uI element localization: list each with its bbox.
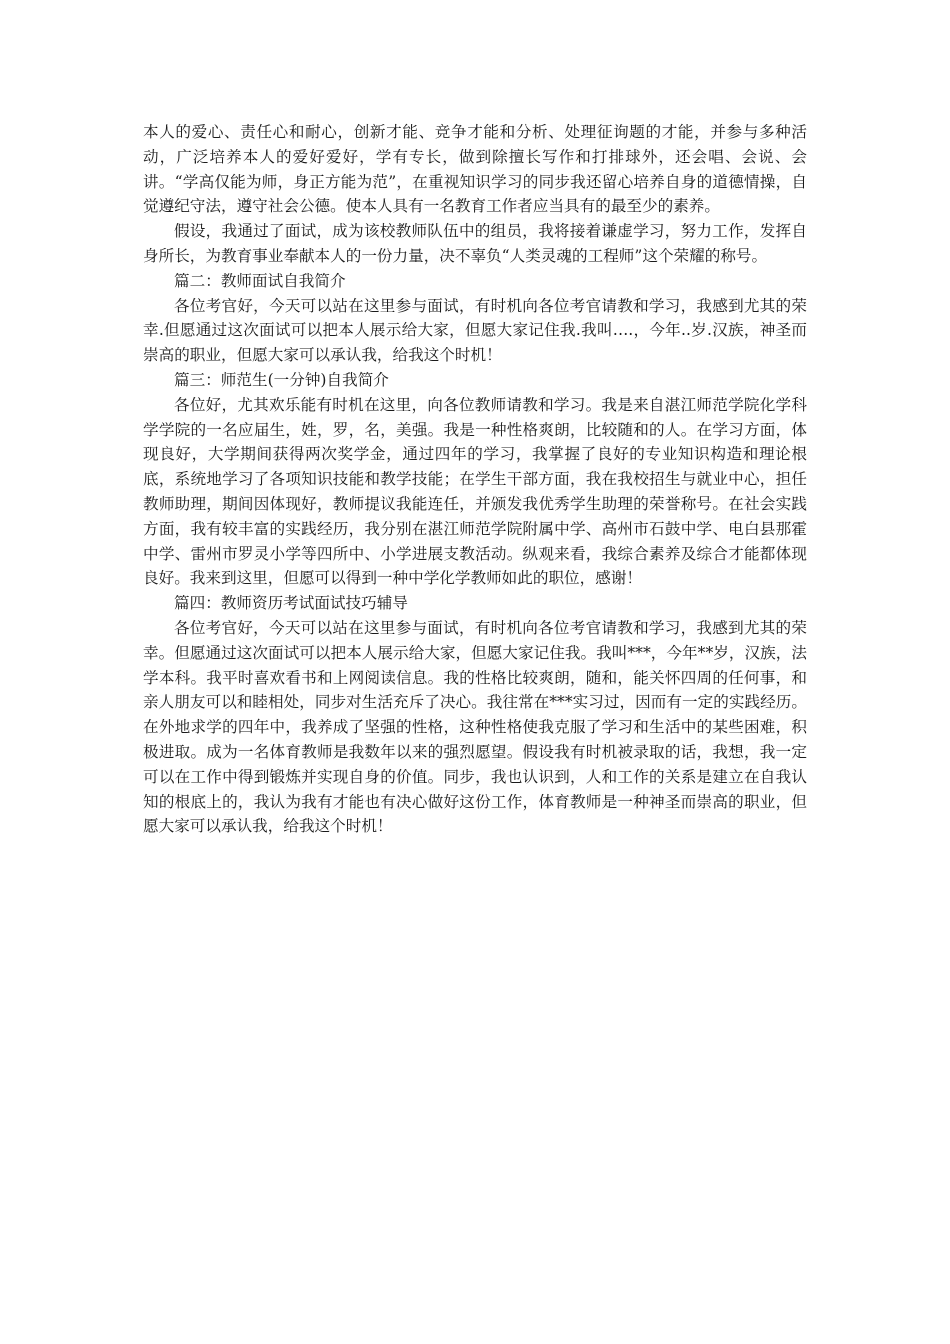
paragraph-intro-continued: 本人的爱心、责任心和耐心，创新才能、竞争才能和分析、处理征询题的才能，并参与多种活动，广泛培养本人的爱好爱好，学有专长，做到除擅长写作和打排球外，还会唱、会说、会讲。“学高仅能为师，身正方能为范”，在重视知识学习的同步我还留心培养自身的道德情操，自觉遵纪守法，遵守社会公德。使本人具有一名教育工作者应当具有的最至少的素养。: [143, 123, 807, 216]
paragraph-hypothesis: 假设，我通过了面试，成为该校教师队伍中的组员，我将接着谦虚学习，努力工作，发挥自身所长，为教育事业奉献本人的一份力量，决不辜负“人类灵魂的工程师”这个荣耀的称号。: [143, 222, 807, 265]
paragraph-part-two-body: 各位考官好，今天可以站在这里参与面试，有时机向各位考官请教和学习，我感到尤其的荣幸.但愿通过这次面试可以把本人展示给大家，但愿大家记住我.我叫….，今年..岁.汉族，神圣而崇高的职业，但愿大家可以承认我，给我这个时机！: [143, 296, 807, 365]
paragraph-part-four-body: 各位考官好，今天可以站在这里参与面试，有时机向各位考官请教和学习，我感到尤其的荣幸。但愿通过这次面试可以把本人展示给大家，但愿大家记住我。我叫***，今年**岁，汉族，法学本科。我平时喜欢看书和上网阅读信息。我的性格比较爽朗，随和，能关怀四周的任何事，和亲人朋友可以和睦相处，同步对生活充斥了决心。我往常在***实习过，因而有一定的实践经历。在外地求学的四年中，我养成了坚强的性格，这种性格使我克服了学习和生活中的某些困难，积极进取。成为一名体育教师是我数年以来的强烈愿望。假设我有时机被录取的话，我想，我一定可以在工作中得到锻炼并实现自身的价值。同步，我也认识到，人和工作的关系是建立在自我认知的根底上的，我认为我有才能也有决心做好这份工作，体育教师是一种神圣而崇高的职业，但愿大家可以承认我，给我这个时机！: [143, 618, 807, 836]
section-heading-part-two: 篇二：教师面试自我简介: [174, 271, 346, 290]
paragraph-part-three-body: 各位好，尤其欢乐能有时机在这里，向各位教师请教和学习。我是来自湛江师范学院化学科学学院的一名应届生，姓，罗，名，美强。我是一种性格爽朗，比较随和的人。在学习方面，体现良好，大学期间获得两次奖学金，通过四年的学习，我掌握了良好的专业知识构造和理论根底，系统地学习了各项知识技能和教学技能；在学生干部方面，我在我校招生与就业中心，担任教师助理，期间因体现好，教师提议我能连任，并颁发我优秀学生助理的荣誉称号。在社会实践方面，我有较丰富的实践经历，我分别在湛江师范学院附属中学、高州市石鼓中学、电白县那霍中学、雷州市罗灵小学等四所中、小学进展支教活动。纵观来看，我综合素养及综合才能都体现良好。我来到这里，但愿可以得到一种中学化学教师如此的职位，感谢！: [143, 395, 807, 588]
section-heading-part-four: 篇四：教师资历考试面试技巧辅导: [174, 594, 408, 613]
section-heading-part-three: 篇三：师范生(一分钟)自我简介: [174, 370, 389, 389]
document-page: [143, 120, 807, 839]
